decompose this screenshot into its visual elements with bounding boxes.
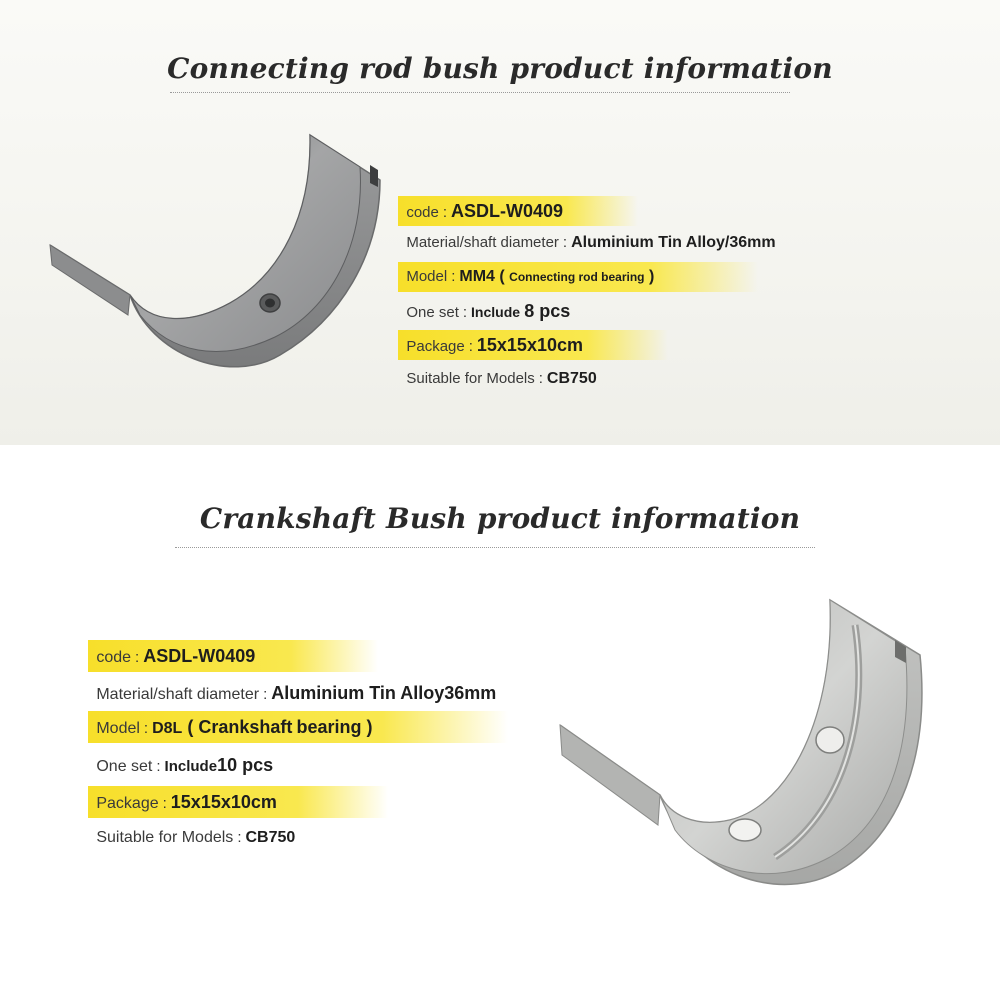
code-label: code xyxy=(406,204,439,221)
package-row: Package : 15x15x10cm xyxy=(398,330,668,360)
model-note-bold-2: Crankshaft xyxy=(198,717,293,737)
suitable-label: Suitable for Models xyxy=(406,370,535,387)
package-value: 15x15x10cm xyxy=(476,335,583,355)
crankshaft-section xyxy=(0,445,1000,1000)
set-prefix: Include xyxy=(471,304,521,320)
model-label: Model xyxy=(406,268,448,285)
model-note-rest-2: bearing xyxy=(296,717,362,737)
set-label: One set xyxy=(406,304,459,321)
package-value-2: 15x15x10cm xyxy=(170,792,277,812)
code-row-2: code : ASDL-W0409 xyxy=(88,640,378,672)
code-value: ASDL-W0409 xyxy=(451,201,564,221)
set-label-2: One set xyxy=(96,758,153,775)
suitable-row-2: Suitable for Models : CB750 xyxy=(96,829,296,846)
set-row: One set : Include 8 pcs xyxy=(406,301,571,321)
package-row-2: Package : 15x15x10cm xyxy=(88,786,388,818)
model-note: Connecting rod bearing xyxy=(509,270,645,284)
material-row-2: Material/shaft diameter : Aluminium Tin Alloy36mm xyxy=(96,683,497,703)
material-value: Aluminium Tin Alloy/36mm xyxy=(571,234,776,251)
title-divider xyxy=(170,92,790,93)
model-row: Model : MM4 ( Connecting rod bearing ) xyxy=(398,262,758,292)
model-label-2: Model xyxy=(96,720,140,737)
material-label-2: Material/shaft diameter xyxy=(96,686,260,703)
material-row: Material/shaft diameter : Aluminium Tin Alloy/36mm xyxy=(406,234,776,251)
material-value-2: Aluminium Tin Alloy36mm xyxy=(271,683,497,703)
set-value-2: 10 pcs xyxy=(217,755,274,775)
package-label: Package xyxy=(406,338,465,355)
model-value: MM4 xyxy=(459,268,495,285)
connecting-rod-bearing-image xyxy=(30,125,410,395)
code-value-2: ASDL-W0409 xyxy=(143,646,256,666)
suitable-row: Suitable for Models : CB750 xyxy=(406,370,597,387)
suitable-value-2: CB750 xyxy=(245,829,296,846)
crankshaft-bearing-image xyxy=(540,595,960,915)
suitable-label-2: Suitable for Models xyxy=(96,829,234,846)
set-value: 8 pcs xyxy=(524,301,571,321)
set-prefix-2: Include xyxy=(164,758,218,775)
set-row-2: One set : Include10 pcs xyxy=(96,755,274,775)
crankshaft-title: Crankshaft Bush product information xyxy=(199,502,801,535)
model-value-2: D8L xyxy=(152,720,183,737)
title-divider-2 xyxy=(175,547,815,548)
package-label-2: Package xyxy=(96,795,159,812)
connecting-rod-section xyxy=(0,0,1000,445)
code-label-2: code xyxy=(96,649,132,666)
code-row: code : ASDL-W0409 xyxy=(398,196,638,226)
connecting-rod-title: Connecting rod bush product information xyxy=(167,52,833,85)
suitable-value: CB750 xyxy=(546,370,597,387)
model-row-2: Model : D8L ( Crankshaft bearing ) xyxy=(88,711,508,743)
material-label: Material/shaft diameter xyxy=(406,234,559,251)
